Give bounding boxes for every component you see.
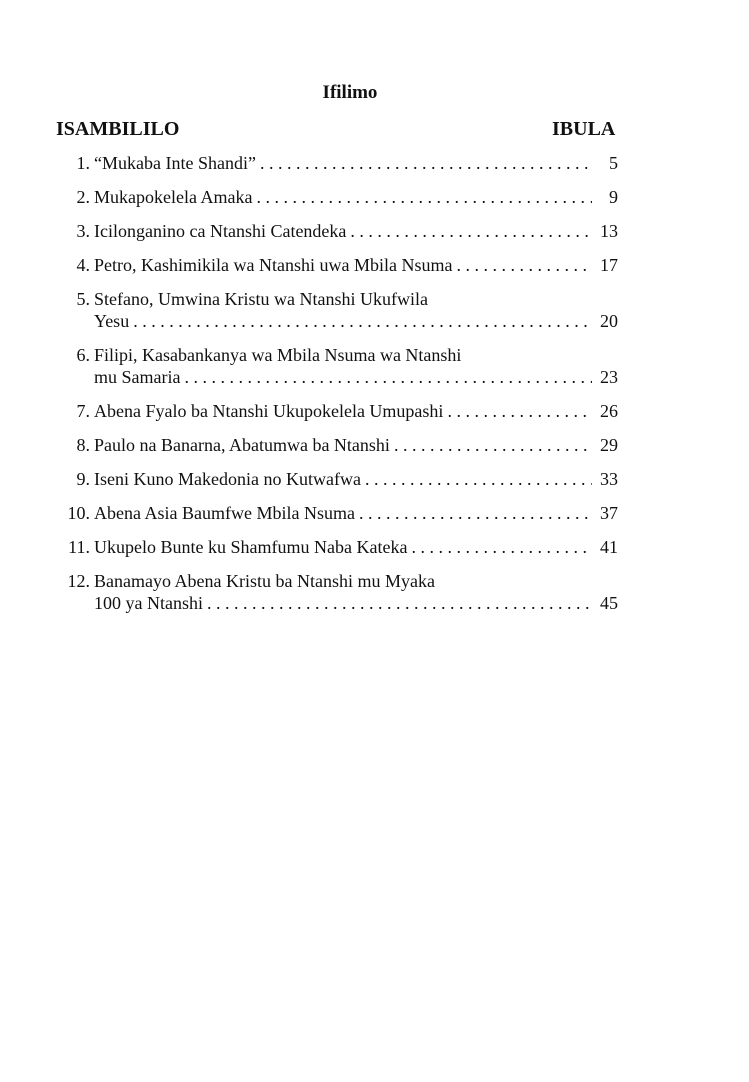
- entry-number: 12.: [67, 571, 90, 591]
- entry-title: Yesu: [94, 311, 130, 331]
- dot-leader: [256, 186, 592, 208]
- dot-leader: [365, 468, 592, 490]
- entry-number: 2.: [76, 187, 90, 207]
- dot-leader: [456, 254, 592, 276]
- toc-entry: [56, 344, 618, 388]
- page-title: Ifilimo: [322, 82, 378, 103]
- page-number: 17: [600, 255, 618, 275]
- dot-leader: [359, 502, 592, 524]
- page-number: 33: [600, 469, 618, 489]
- dot-leader: [260, 152, 592, 174]
- toc-entry: [56, 288, 618, 332]
- toc-entry: [56, 502, 618, 524]
- page-number: 23: [600, 367, 618, 387]
- table-of-contents: [56, 152, 618, 626]
- entry-title: Mukapokelela Amaka: [94, 187, 253, 207]
- entry-title: 100 ya Ntanshi: [94, 593, 203, 613]
- dot-leader: [447, 400, 592, 422]
- entry-title-line: Stefano, Umwina Kristu wa Ntanshi Ukufwila: [94, 289, 428, 309]
- entry-number: 7.: [76, 401, 90, 421]
- entry-title-line: Filipi, Kasabankanya wa Mbila Nsuma wa Ntanshi: [94, 345, 462, 365]
- entry-number: 6.: [76, 345, 90, 365]
- page-column-heading: IBULA: [552, 118, 616, 140]
- page-number: 20: [600, 311, 618, 331]
- toc-entry: [56, 152, 618, 174]
- toc-entry: [56, 186, 618, 208]
- entry-title: mu Samaria: [94, 367, 181, 387]
- toc-entry: [56, 570, 618, 614]
- chapter-column-heading: ISAMBILILO: [56, 118, 180, 140]
- toc-entry: [56, 434, 618, 456]
- entry-number: 1.: [76, 153, 90, 173]
- dot-leader: [184, 366, 592, 388]
- entry-title: Iseni Kuno Makedonia no Kutwafwa: [94, 469, 361, 489]
- entry-number: 10.: [67, 503, 90, 523]
- page-number: 45: [600, 593, 618, 613]
- page-number: 13: [600, 221, 618, 241]
- page-number: 26: [600, 401, 618, 421]
- toc-entry: [56, 468, 618, 490]
- entry-number: 9.: [76, 469, 90, 489]
- toc-entry: [56, 400, 618, 422]
- entry-title: Abena Fyalo ba Ntanshi Ukupokelela Umupashi: [94, 401, 444, 421]
- entry-title: Petro, Kashimikila wa Ntanshi uwa Mbila Nsuma: [94, 255, 453, 275]
- toc-entry: [56, 536, 618, 558]
- dot-leader: [133, 310, 592, 332]
- entry-title: Icilonganino ca Ntanshi Catendeka: [94, 221, 347, 241]
- dot-leader: [394, 434, 592, 456]
- page-number: 9: [609, 187, 618, 207]
- entry-title: “Mukaba Inte Shandi”: [94, 153, 256, 173]
- dot-leader: [207, 592, 592, 614]
- entry-number: 5.: [76, 289, 90, 309]
- page-number: 41: [600, 537, 618, 557]
- entry-number: 3.: [76, 221, 90, 241]
- toc-entry: [56, 254, 618, 276]
- entry-title-line: Banamayo Abena Kristu ba Ntanshi mu Myaka: [94, 571, 435, 591]
- toc-entry: [56, 220, 618, 242]
- dot-leader: [350, 220, 592, 242]
- entry-number: 4.: [76, 255, 90, 275]
- entry-number: 8.: [76, 435, 90, 455]
- entry-number: 11.: [68, 537, 90, 557]
- page-number: 37: [600, 503, 618, 523]
- page-number: 29: [600, 435, 618, 455]
- entry-title: Ukupelo Bunte ku Shamfumu Naba Kateka: [94, 537, 408, 557]
- page-number: 5: [609, 153, 618, 173]
- entry-title: Paulo na Banarna, Abatumwa ba Ntanshi: [94, 435, 390, 455]
- entry-title: Abena Asia Baumfwe Mbila Nsuma: [94, 503, 355, 523]
- dot-leader: [411, 536, 592, 558]
